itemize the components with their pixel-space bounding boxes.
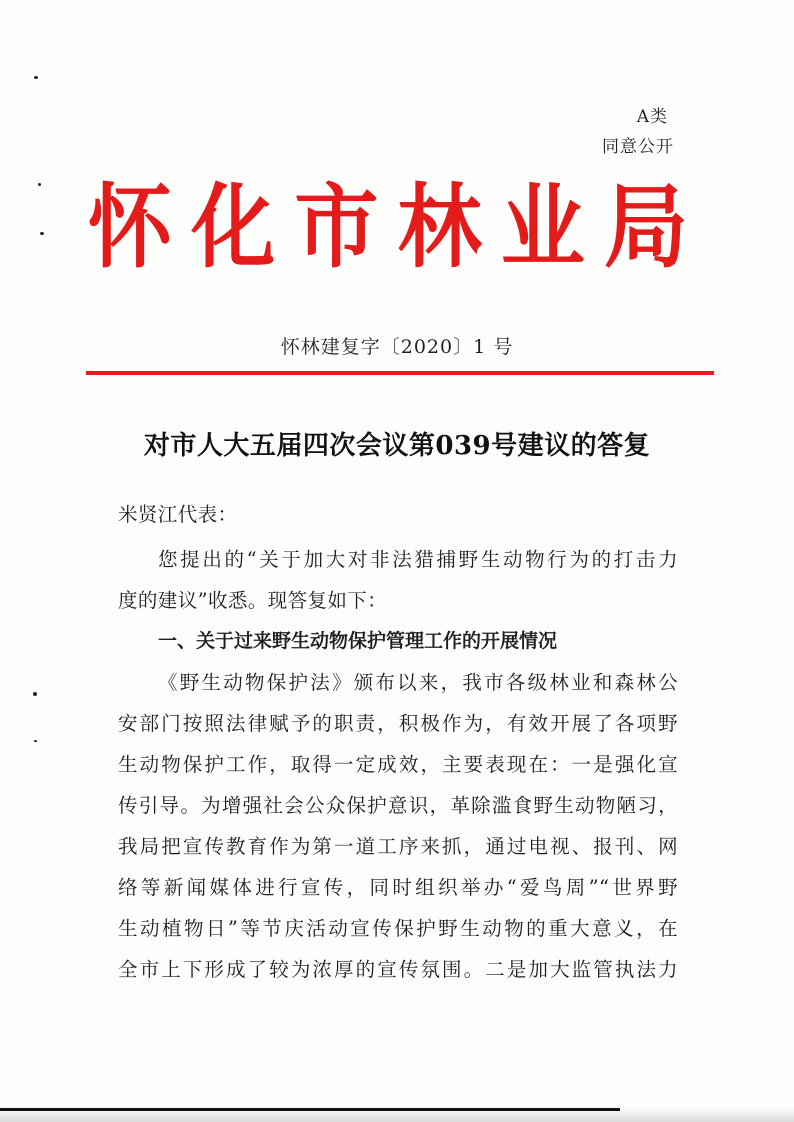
- masthead-char: 市: [294, 174, 379, 280]
- masthead-char: 怀: [88, 174, 173, 280]
- masthead-char: 化: [191, 174, 276, 280]
- body-line: 度的建议”收悉。现答复如下：: [118, 589, 388, 612]
- body-line: 安部门按照法律赋予的职责，积极作为，有效开展了各项野: [118, 712, 678, 735]
- document-title: 对市人大五届四次会议第039号建议的答复: [143, 431, 651, 461]
- scan-speck: [33, 692, 37, 696]
- disclosure-status: 同意公开: [602, 137, 674, 157]
- scan-bottom-shadow: [0, 1108, 620, 1111]
- red-separator-line: [86, 371, 714, 375]
- masthead-char: 林: [397, 174, 482, 280]
- body-line: 《野生动物保护法》颁布以来，我市各级林业和森林公: [158, 671, 678, 694]
- section-heading: 一、关于过来野生动物保护管理工作的开展情况: [158, 630, 558, 652]
- masthead-char: 业: [500, 174, 585, 280]
- body-line: 生动物保护工作，取得一定成效，主要表现在：一是强化宣: [118, 753, 678, 776]
- scan-speck: [38, 183, 41, 186]
- body-line: 我局把宣传教育作为第一道工序来抓，通过电视、报刊、网: [118, 835, 678, 858]
- scan-speck: [34, 740, 37, 742]
- body-line: 络等新闻媒体进行宣传，同时组织举办“爱鸟周”“世界野: [118, 876, 678, 899]
- body-line: 您提出的“关于加大对非法猎捕野生动物行为的打击力: [158, 548, 678, 571]
- document-number: 怀林建复字〔2020〕1 号: [280, 336, 514, 358]
- scan-speck: [40, 232, 44, 235]
- salutation: 米贤江代表：: [118, 503, 238, 526]
- masthead-org-name: [88, 172, 688, 282]
- classification-mark: [602, 102, 674, 162]
- document-body: [118, 494, 678, 990]
- masthead-char: 局: [603, 174, 688, 280]
- body-line: 全市上下形成了较为浓厚的宣传氛围。二是加大监管执法力: [118, 958, 678, 981]
- body-line: 生动植物日”等节庆活动宣传保护野生动物的重大意义，在: [118, 917, 678, 940]
- classification-category: A类: [636, 107, 668, 127]
- scan-speck: [34, 76, 38, 79]
- body-line: 传引导。为增强社会公众保护意识，革除滥食野生动物陋习，: [118, 794, 678, 817]
